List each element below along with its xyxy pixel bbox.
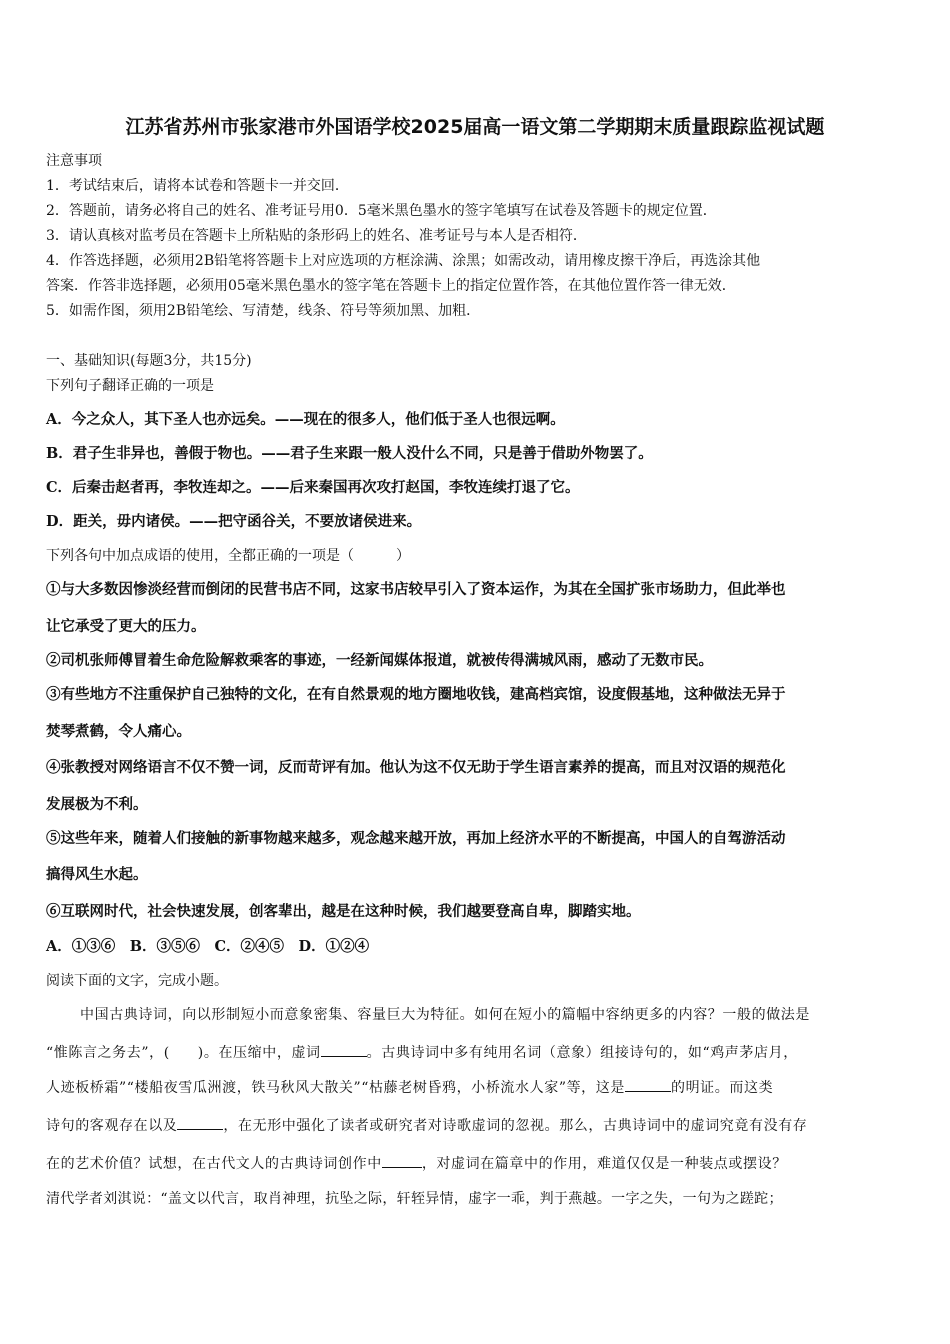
notice-heading: 注意事项	[46, 153, 102, 169]
exam-title: 江苏省苏州市张家港市外国语学校2025届高一语文第二学期期末质量跟踪监视试题	[125, 116, 825, 138]
reading-instruction: 阅读下面的文字，完成小题。	[46, 973, 228, 989]
passage-text: )。在压缩中，虚词	[197, 1045, 321, 1061]
fill-blank	[177, 1115, 223, 1130]
sentence-line: ③有些地方不注重保护自己独特的文化，在有自然景观的地方圈地收钱，建高档宾馆，设度假基地，这种做法无异于	[46, 686, 786, 703]
notice-item: 2．答题前，请务必将自己的姓名、准考证号用0．5毫米黑色墨水的签字笔填写在试卷及答题卡的规定位置．	[46, 203, 717, 219]
notice-item: 3．请认真核对监考员在答题卡上所粘贴的条形码上的姓名、准考证号与本人是否相符．	[46, 228, 587, 244]
passage-line	[46, 1153, 787, 1174]
passage-text: ，对虚词在篇章中的作用，难道仅仅是一种装点或摆设？	[421, 1156, 787, 1172]
passage-text: 诗句的客观存在以及	[46, 1118, 178, 1134]
passage-line: 中国古典诗词，向以形制短小而意象密集、容量巨大为特征。如何在短小的篇幅中容纳更多的内容？一般的做法是	[80, 1007, 810, 1023]
notice-item: 1．考试结束后，请将本试卷和答题卡一并交回．	[46, 178, 349, 194]
option-d: D．距关，毋内诸侯。——把守函谷关，不要放诸侯进来。	[46, 513, 422, 530]
question-stem: 下列句子翻译正确的一项是	[46, 378, 214, 394]
sentence-line: 让它承受了更大的压力。	[46, 618, 206, 635]
fill-blank	[382, 1153, 422, 1168]
sentence-line: 焚琴煮鹤，令人痛心。	[46, 723, 191, 740]
fill-blank	[321, 1042, 367, 1057]
question-stem: 下列各句中加点成语的使用，全都正确的一项是（ ）	[46, 548, 410, 564]
option-c: C．后秦击赵者再，李牧连却之。——后来秦国再次攻打赵国，李牧连续打退了它。	[46, 479, 580, 496]
fill-blank	[625, 1077, 671, 1092]
section-heading: 一、基础知识(每题3分，共15分)	[46, 353, 252, 369]
passage-text: 在的艺术价值？试想，在古代文人的古典诗词创作中	[46, 1156, 382, 1172]
sentence-line: 发展极为不利。	[46, 796, 148, 813]
option-b: B．君子生非异也，善假于物也。——君子生来跟一般人没什么不同，只是善于借助外物罢了。	[46, 445, 653, 462]
passage-line: 清代学者刘淇说：“盖文以代言，取肖神理，抗坠之际，轩轾异情，虚字一乖，判于燕越。一字之失，一句为之蹉跎；	[46, 1191, 783, 1207]
sentence-line: ⑥互联网时代，社会快速发展，创客辈出，越是在这种时候，我们越要登高自卑，脚踏实地。	[46, 903, 641, 920]
sentence-line: 搞得风生水起。	[46, 866, 148, 883]
passage-text: 人迹板桥霜”“楼船夜雪瓜洲渡，铁马秋风大散关”“枯藤老树昏鸦，小桥流水人家”等，这是	[46, 1080, 625, 1096]
sentence-line: ④张教授对网络语言不仅不赞一词，反而苛评有加。他认为这不仅无助于学生语言素养的提高，而且对汉语的规范化	[46, 759, 786, 776]
passage-text: ，在无形中强化了读者或研究者对诗歌虚词的忽视。那么，古典诗词中的虚词究竟有没有存	[223, 1118, 808, 1134]
passage-text: 。古典诗词中多有纯用名词（意象）组接诗句的，如“鸡声茅店月，	[366, 1045, 798, 1061]
passage-line	[46, 1115, 807, 1136]
notice-item: 4．作答选择题，必须用2B铅笔将答题卡上对应选项的方框涂满、涂黑；如需改动，请用橡皮擦干净后，再选涂其他	[46, 253, 761, 269]
option-a: A．今之众人，其下圣人也亦远矣。——现在的很多人，他们低于圣人也很远啊。	[46, 411, 565, 428]
notice-item: 答案．作答非选择题，必须用05毫米黑色墨水的签字笔在答题卡上的指定位置作答，在其他位置作答一律无效．	[46, 278, 736, 294]
answer-options: A．①③⑥ B．③⑤⑥ C．②④⑤ D．①②④	[46, 938, 370, 955]
passage-line	[46, 1042, 798, 1063]
passage-line	[46, 1077, 773, 1098]
sentence-line: ⑤这些年来，随着人们接触的新事物越来越多，观念越来越开放，再加上经济水平的不断提高，中国人的自驾游活动	[46, 830, 786, 847]
passage-text: “惟陈言之务去”，(	[46, 1045, 170, 1061]
sentence-line: ①与大多数因惨淡经营而倒闭的民营书店不同，这家书店较早引入了资本运作，为其在全国扩张市场助力，但此举也	[46, 581, 786, 598]
sentence-line: ②司机张师傅冒着生命危险解救乘客的事迹，一经新闻媒体报道，就被传得满城风雨，感动了无数市民。	[46, 652, 713, 669]
notice-item: 5．如需作图，须用2B铅笔绘、写清楚，线条、符号等须加黑、加粗．	[46, 303, 481, 319]
passage-text: 的明证。而这类	[670, 1080, 774, 1096]
